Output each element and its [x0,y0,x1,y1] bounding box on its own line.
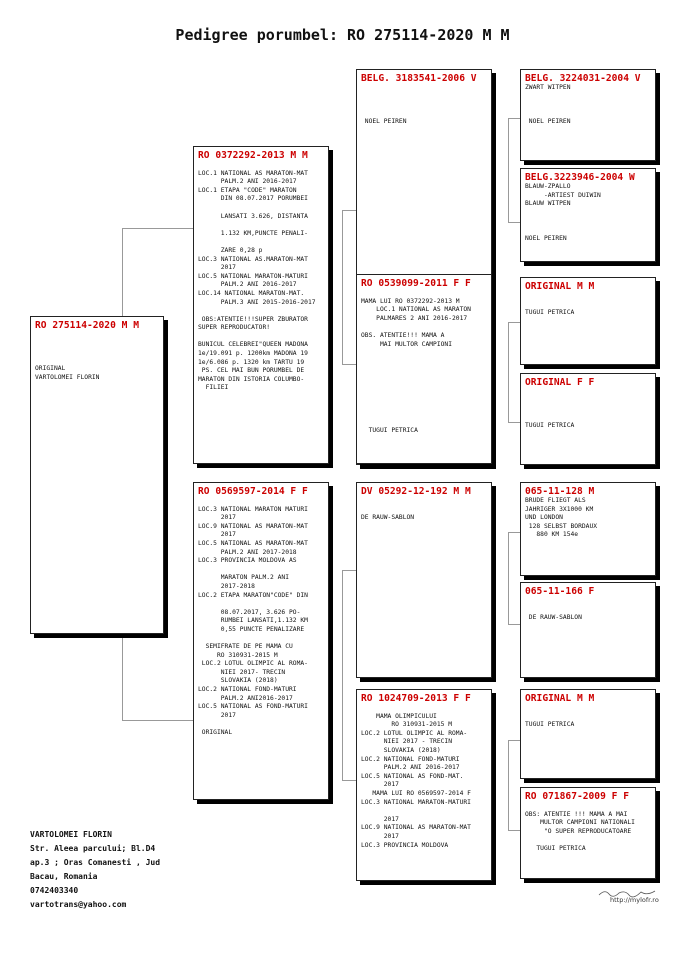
pedigree-card-sdd[interactable] [520,373,656,465]
pigeon-notes: MAMA OLIMPICULUI RO 310931-2015 M LOC.2 LOTUL OLIMPIC AL ROMA- NIEI 2017 - TRECIN SLOVAKIA (2018) LOC.2 NATIONAL FOND-MATURI PALM.2 ANI 2016-2017 LOC.5 NATIONAL AS FOND-MAT. 2017 MAMA LUI RO 0569597-2014 F LOC.3 NATIONAL MARATON-MATURI 2017 LOC.9 NATIONAL AS MARATON-MAT 2017 LOC.3 PROVINCIA MOLDOVA [361,712,471,849]
owner-contact: VARTOLOMEI FLORIN Str. Aleea parcului; Bl.D4 ap.3 ; Oras Comanesti , Jud Bacau, Romania 0742403340 vartotrans@yahoo.com [30,830,161,909]
connector-line [508,532,509,624]
connector-line [342,210,356,211]
pedigree-card-dam[interactable] [193,482,329,800]
pedigree-card-subject[interactable] [30,316,164,634]
connector-line [508,118,509,222]
pedigree-card-dam-sire[interactable] [356,482,492,678]
connector-line [508,322,520,323]
connector-line [342,570,356,571]
pigeon-notes: BLAUW-ZPALLO -ARTIEST DUIWIN BLAUW WITPEN NOEL PEIREN [525,183,601,242]
pigeon-notes: TUGUI PETRICA [525,721,575,729]
pedigree-card-sss[interactable] [520,69,656,161]
pedigree-card-sire[interactable] [193,146,329,464]
page-title: Pedigree porumbel: RO 275114-2020 M M [175,26,510,44]
connector-line [122,720,194,721]
pigeon-notes: BRUDE FLIEGT ALS JAHRIGER 3X1000 KM UND LONDON 128 SELBST BORDAUX 880 KM 154e [525,497,598,539]
connector-line [122,228,194,229]
pigeon-notes: LOC.3 NATIONAL MARATON MATURI 2017 LOC.9 NATIONAL AS MARATON-MAT 2017 LOC.5 NATIONAL AS MARATON-MAT PALM.2 ANI 2017-2018 LOC.3 PROVINCIA MOLDOVA AS MARATON PALM.2 ANI 2017-2018 LOC.2 ETAPA MARATON"CODE" DIN 08.07.2017, 3.626 PO- RUMBEI LANSATI,1.132 KM 0,55 PUNCTE PENALIZARE SEMIFRATE DE PE MAMA CU RO 310931-2015 M LOC.2 LOTUL OLIMPIC AL ROMA- NIEI 2017- TRECIN SLOVAKIA (2018) LOC.2 NATIONAL FOND-MATURI PALM.2 ANI2016-2017 LOC.5 NATIONAL AS FOND-MATURI 2017 ORIGINAL [198,505,308,737]
ring-number: RO 0539099-2011 F F [361,278,471,289]
connector-line [508,222,520,223]
ring-number: 065-11-166 F [525,586,595,597]
pigeon-notes: OBS: ATENTIE !!! MAMA A MAI MULTOR CAMPIONI NATIONALI "O SUPER REPRODUCATOARE TUGUI PETRICA [525,810,635,852]
ring-number: BELG. 3224031-2004 V [525,73,641,84]
pedigree-card-sire-dam[interactable] [356,274,492,464]
ring-number: BELG.3223946-2004 W [525,172,635,183]
pigeon-notes: DE RAUW-SABLON [528,614,582,622]
connector-line [508,740,520,741]
ring-number: DV 05292-12-192 M M [361,486,471,497]
connector-line [508,532,520,533]
pedigree-card-sds[interactable] [520,277,656,365]
pedigree-card-dsd[interactable] [520,582,656,678]
pedigree-card-ssd[interactable] [520,168,656,262]
pedigree-card-dds[interactable] [520,689,656,779]
pedigree-card-dam-dam[interactable] [356,689,492,881]
connector-line [508,830,520,831]
pigeon-notes: MAMA LUI RO 0372292-2013 M LOC.1 NATIONAL AS MARATON PALMARES 2 ANI 2016-2017 OBS. ATENTIE!!! MAMA A MAI MULTOR CAMPIONI TUGUI PETRICA [361,297,471,434]
connector-line [342,210,343,364]
ring-number: RO 0569597-2014 F F [198,486,308,497]
connector-line [508,118,520,119]
pigeon-notes: TUGUI PETRICA [525,422,575,430]
connector-line [342,780,356,781]
ring-number: RO 071867-2009 F F [525,791,629,802]
ring-number: RO 0372292-2013 M M [198,150,308,161]
ring-number: ORIGINAL M M [525,693,595,704]
ring-number: RO 1024709-2013 F F [361,693,471,704]
ring-number: RO 275114-2020 M M [35,320,139,331]
pigeon-notes: DE RAUW-SABLON [361,514,415,522]
connector-line [508,740,509,830]
connector-line [342,570,343,780]
pedigree-card-dss[interactable] [520,482,656,576]
pigeon-notes: ORIGINAL VARTOLOMEI FLORIN [35,365,100,381]
pigeon-notes: NOEL PEIREN [364,118,407,126]
pigeon-notes: ZWART WITPEN NOEL PEIREN [525,84,571,126]
connector-line [508,624,520,625]
footer-url[interactable]: http://mylofr.ro [610,896,659,904]
pigeon-notes: TUGUI PETRICA [525,309,575,317]
ring-number: ORIGINAL M M [525,281,595,292]
connector-line [508,422,520,423]
pedigree-card-ddd[interactable] [520,787,656,879]
ring-number: BELG. 3183541-2006 V [361,73,477,84]
ring-number: 065-11-128 M [525,486,595,497]
connector-line [342,364,356,365]
pigeon-notes: LOC.1 NATIONAL AS MARATON-MAT PALM.2 ANI 2016-2017 LOC.1 ETAPA "CODE" MARATON DIN 08.07.2017 PORUMBEI LANSATI 3.626, DISTANTA 1.132 KM,PUNCTE PENALI- ZARE 0,28 p LOC.3 NATIONAL AS.MARATON-MAT 2017 LOC.5 NATIONAL MARATON-MATURI PALM.2 ANI 2016-2017 LOC.14 NATIONAL MARATON-MAT. PALM.3 ANI 2015-2016-2017 OBS:ATENTIE!!!SUPER ZBURATOR SUPER REPRODUCATOR! BUNICUL CELEBREI"QUEEN MADONA 1e/19.091 p. 1200km MADONA 19 1e/6.086 p. 1320 km TARTU 19 PS. CEL MAI BUN PORUMBEL DE MARATON DIN ISTORIA COLUMBO- FILIEI [198,169,316,392]
connector-line [508,322,509,422]
ring-number: ORIGINAL F F [525,377,595,388]
